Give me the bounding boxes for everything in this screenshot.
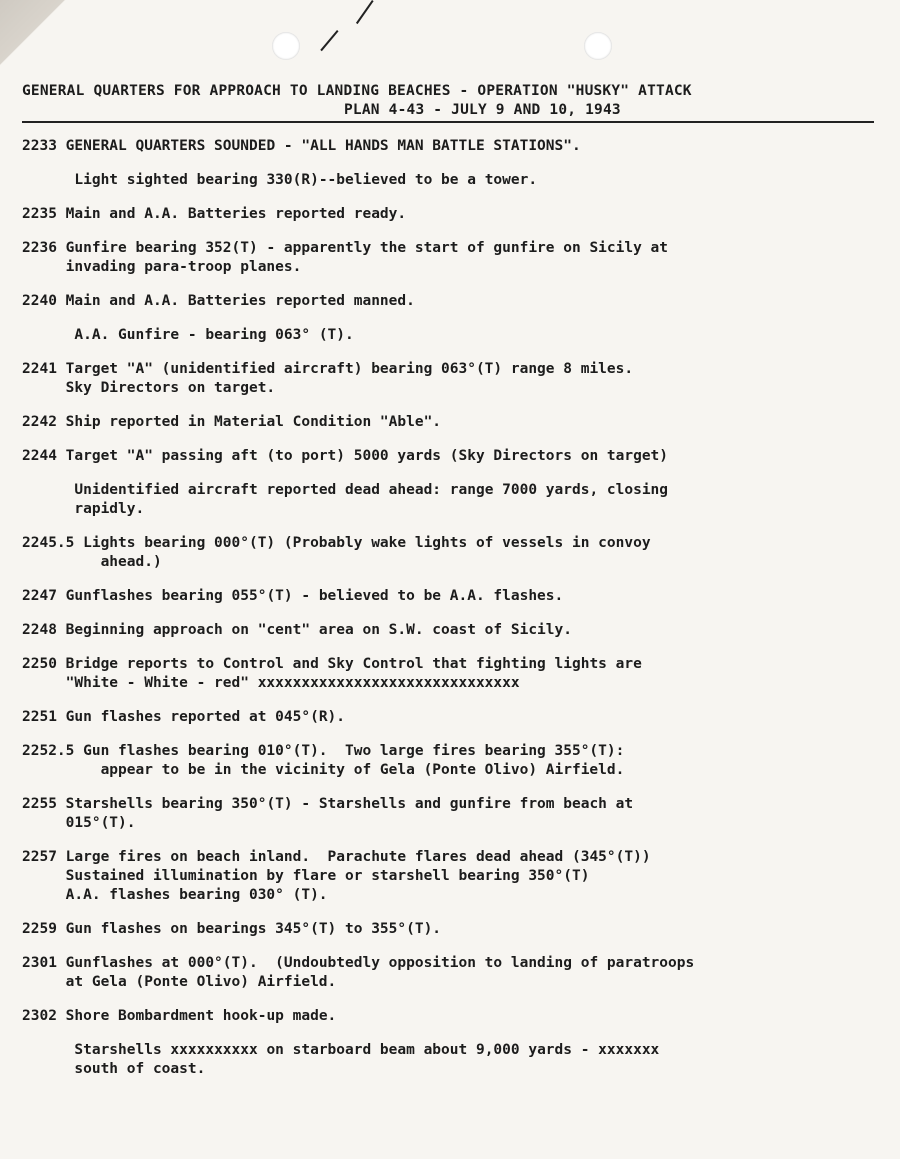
log-time: 2257 xyxy=(22,849,66,865)
log-text-line: Sky Directors on target. xyxy=(22,380,276,396)
log-text-line: Gunflashes bearing 055°(T) - believed to be A.A. flashes. xyxy=(65,588,564,604)
log-text-line: south of coast. xyxy=(22,1061,206,1077)
log-text-line: Beginning approach on "cent" area on S.W. coast of Sicily. xyxy=(65,622,572,638)
log-entry xyxy=(22,481,886,519)
log-time: 2245.5 xyxy=(22,535,84,551)
log-text-line: Shore Bombardment hook-up made. xyxy=(65,1008,337,1024)
log-text-line: A.A. Gunfire - bearing 063° (T). xyxy=(74,327,354,343)
log-entry xyxy=(22,171,886,190)
log-entries xyxy=(22,137,886,1094)
header-rule xyxy=(22,121,874,123)
log-entry xyxy=(22,655,886,693)
log-time: 2241 xyxy=(22,361,66,377)
log-time: 2251 xyxy=(22,709,66,725)
log-text-line: Large fires on beach inland. Parachute flares dead ahead (345°(T)) xyxy=(65,849,651,865)
log-entry xyxy=(22,587,886,606)
log-text-line: Gun flashes on bearings 345°(T) to 355°(T). xyxy=(65,921,442,937)
log-text-line: GENERAL QUARTERS SOUNDED - "ALL HANDS MAN BATTLE STATIONS". xyxy=(65,138,581,154)
log-text-line: Unidentified aircraft reported dead ahead: range 7000 yards, closing xyxy=(74,482,669,498)
pen-mark xyxy=(356,0,374,24)
log-entry xyxy=(22,137,886,156)
log-entry xyxy=(22,326,886,345)
log-text-line: Main and A.A. Batteries reported ready. xyxy=(65,206,407,222)
log-time: 2247 xyxy=(22,588,66,604)
log-text-line: "White - White - red" xxxxxxxxxxxxxxxxxxxxxxxxxxxxxx xyxy=(22,675,520,691)
log-time: 2242 xyxy=(22,414,66,430)
log-text-line: Main and A.A. Batteries reported manned. xyxy=(65,293,415,309)
log-time: 2240 xyxy=(22,293,66,309)
log-text-line: 015°(T). xyxy=(22,815,136,831)
pen-mark xyxy=(320,30,338,51)
log-entry xyxy=(22,239,886,277)
log-text-line: Light sighted bearing 330(R)--believed to be a tower. xyxy=(74,172,538,188)
log-time: 2255 xyxy=(22,796,66,812)
log-entry xyxy=(22,360,886,398)
log-text-line: ahead.) xyxy=(22,554,162,570)
log-text-line: Starshells bearing 350°(T) - Starshells and gunfire from beach at xyxy=(65,796,634,812)
header-title-line1: GENERAL QUARTERS FOR APPROACH TO LANDING BEACHES - OPERATION "HUSKY" ATTACK xyxy=(22,83,692,99)
log-entry xyxy=(22,534,886,572)
log-time: 2252.5 xyxy=(22,743,84,759)
folded-corner xyxy=(0,0,90,70)
log-text-line: Ship reported in Material Condition "Able". xyxy=(65,414,442,430)
log-text-line: appear to be in the vicinity of Gela (Ponte Olivo) Airfield. xyxy=(22,762,625,778)
log-entry xyxy=(22,742,886,780)
log-text-line: A.A. flashes bearing 030° (T). xyxy=(22,887,328,903)
log-text-line: Lights bearing 000°(T) (Probably wake lights of vessels in convoy xyxy=(83,535,651,551)
log-time: 2302 xyxy=(22,1008,66,1024)
log-time: 2259 xyxy=(22,921,66,937)
log-entry xyxy=(22,413,886,432)
log-entry xyxy=(22,795,886,833)
log-entry xyxy=(22,1041,886,1079)
log-time: 2235 xyxy=(22,206,66,222)
punch-hole-right xyxy=(584,32,612,60)
log-text-line: Starshells xxxxxxxxxx on starboard beam about 9,000 yards - xxxxxxx xyxy=(74,1042,660,1058)
log-entry xyxy=(22,954,886,992)
log-entry xyxy=(22,447,886,466)
log-text-line: at Gela (Ponte Olivo) Airfield. xyxy=(22,974,337,990)
log-text-line: rapidly. xyxy=(22,501,145,517)
log-text-line: invading para-troop planes. xyxy=(22,259,302,275)
log-entry xyxy=(22,205,886,224)
log-entry xyxy=(22,621,886,640)
log-text-line: Bridge reports to Control and Sky Control that fighting lights are xyxy=(65,656,642,672)
log-text-line: Sustained illumination by flare or starshell bearing 350°(T) xyxy=(22,868,590,884)
log-time: 2236 xyxy=(22,240,66,256)
log-text-line: Gunfire bearing 352(T) - apparently the start of gunfire on Sicily at xyxy=(65,240,669,256)
log-time: 2301 xyxy=(22,955,66,971)
log-entry xyxy=(22,1007,886,1026)
log-text-line: Gun flashes reported at 045°(R). xyxy=(65,709,346,725)
log-time: 2248 xyxy=(22,622,66,638)
log-time: 2250 xyxy=(22,656,66,672)
log-entry xyxy=(22,848,886,905)
log-text-line: Gun flashes bearing 010°(T). Two large fires bearing 355°(T): xyxy=(83,743,625,759)
log-time: 2233 xyxy=(22,138,66,154)
document-header xyxy=(22,82,878,120)
log-entry xyxy=(22,920,886,939)
log-time: 2244 xyxy=(22,448,66,464)
log-entry xyxy=(22,708,886,727)
log-text-line: Target "A" (unidentified aircraft) bearing 063°(T) range 8 miles. xyxy=(65,361,634,377)
header-title-line2: PLAN 4-43 - JULY 9 AND 10, 1943 xyxy=(344,102,621,118)
log-text-line: Gunflashes at 000°(T). (Undoubtedly opposition to landing of paratroops xyxy=(65,955,695,971)
log-text-line: Target "A" passing aft (to port) 5000 yards (Sky Directors on target) xyxy=(65,448,669,464)
punch-hole-left xyxy=(272,32,300,60)
log-entry xyxy=(22,292,886,311)
